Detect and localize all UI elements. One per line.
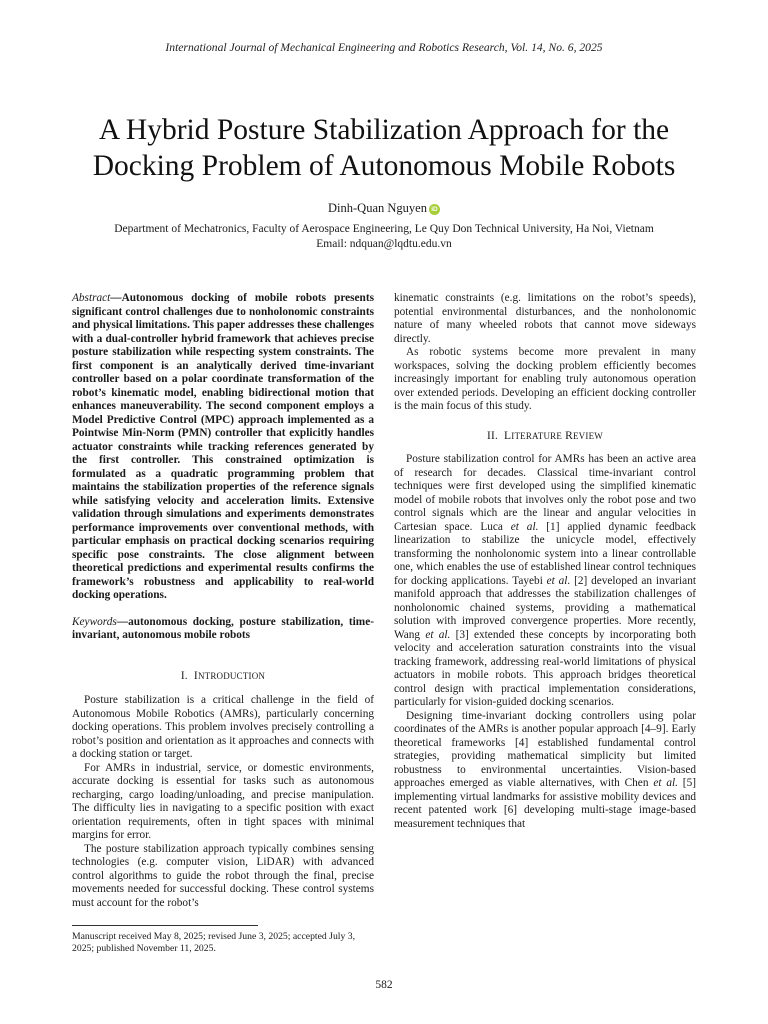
title-line-2: Docking Problem of Autonomous Mobile Robots bbox=[92, 150, 676, 182]
intro-paragraph-3-continued: kinematic constraints (e.g. limitations on the robot’s speeds), potential environmental disturbances, and the nonholonomic nature of many wheeled robots that cannot move sideways directly. bbox=[394, 292, 696, 345]
section-numeral: I. bbox=[180, 669, 188, 682]
journal-header: International Journal of Mechanical Engineering and Robotics Research, Vol. 14, No. 6, 2025 bbox=[165, 41, 603, 54]
et-al: et al. bbox=[425, 628, 451, 641]
page-number: 582 bbox=[375, 979, 393, 991]
section-title-rest: EVIEW bbox=[572, 430, 603, 441]
author bbox=[0, 201, 768, 216]
title-line-1: A Hybrid Posture Stabilization Approach for the bbox=[98, 114, 670, 146]
manuscript-footnote: Manuscript received May 8, 2025; revised June 3, 2025; accepted July 3, 2025; published November 11, 2025. bbox=[72, 931, 356, 954]
keywords-label: Keywords bbox=[72, 615, 117, 628]
et-al: et al. bbox=[546, 574, 571, 587]
abstract-dash: — bbox=[110, 292, 122, 304]
paper-title bbox=[40, 112, 728, 184]
section-title-initial: R bbox=[565, 429, 573, 442]
literature-paragraph-1 bbox=[394, 453, 696, 710]
affiliation-department: Department of Mechatronics, Faculty of Aerospace Engineering, Le Quy Don Technical University, Ha Noi, Vietnam bbox=[114, 223, 654, 235]
section-title-initial: I bbox=[193, 669, 198, 682]
text-run: [5] implementing virtual landmarks for assistive mobility devices and recent patented work [6] developing multi-stage image-based measurement techniques that bbox=[394, 777, 696, 830]
text-run: [2] developed an invariant manifold approach that addresses the stabilization challenges of nonholonomic chained systems, providing a mathematical solution with improved convergence properties. More recently, Wang bbox=[394, 574, 696, 641]
section-heading-introduction bbox=[72, 670, 374, 684]
text-run: [3] extended these concepts by incorporating both velocity and acceleration saturation constraints into the visual tracking framework, addressing real-world limitations of physical actuators in mobile robots. This approach bridges theoretical control design with practical implementation considerations, particularly for vision-guided docking scenarios. bbox=[394, 628, 696, 708]
orcid-icon[interactable]: iD bbox=[429, 204, 440, 215]
right-column bbox=[394, 292, 696, 831]
keywords bbox=[72, 616, 374, 643]
footnote-divider bbox=[72, 925, 258, 926]
section-heading-literature-review bbox=[394, 430, 696, 444]
keywords-text: autonomous docking, posture stabilization, time-invariant, autonomous mobile robots bbox=[72, 615, 374, 641]
intro-paragraph-4: As robotic systems become more prevalent in many workspaces, solving the docking problem efficiently becomes increasingly important for enabling truly autonomous operation over extended periods. Developing an efficient docking controller is the main focus of this study. bbox=[394, 346, 696, 412]
abstract-label: Abstract bbox=[72, 292, 111, 304]
intro-paragraph-1: Posture stabilization is a critical challenge in the field of Autonomous Mobile Robotics (AMRs), particularly concerning docking operations. This problem involves precisely controlling a robot’s position and orientation as it approaches and connects with a docking station or target. bbox=[72, 694, 374, 760]
abstract bbox=[72, 292, 374, 603]
keywords-dash: — bbox=[116, 615, 129, 628]
intro-paragraph-2: For AMRs in industrial, service, or domestic environments, accurate docking is essential for tasks such as autonomous recharging, cargo loading/unloading, and precise manipulation. The difficulty lies in navigating to a specific position with exact orientation requirements, often in tight spaces with minimal margins for error. bbox=[72, 761, 374, 841]
section-numeral: II. bbox=[487, 429, 498, 442]
affiliation-email: Email: ndquan@lqdtu.edu.vn bbox=[316, 238, 452, 250]
section-title-rest: ITERATURE bbox=[511, 430, 563, 441]
text-run: Posture stabilization control for AMRs has been an active area of research for decades. Classical time-invariant control techniques were first developed using the simplified kinematic model of mobile robots that involves only the robot pose and two control signals which are the linear and angular velocities in Cartesian space. Luca bbox=[394, 453, 696, 533]
author-name: Dinh-Quan Nguyen bbox=[328, 201, 427, 215]
text-run: [1] applied dynamic feedback linearization to stabilize the unicycle model, effectively transforming the nonholonomic system into a linear controllable one, which enables the use of established linear control techniques for docking applications. Tayebi bbox=[394, 520, 697, 587]
section-title-rest: NTRODUCTION bbox=[197, 670, 266, 681]
abstract-text: Autonomous docking of mobile robots presents significant control challenges due to nonholonomic constraints and physical limitations. This paper addresses these challenges with a dual-controller hybrid framework that achieves precise posture stabilization while respecting system constraints. The first component is an analytically derived time-invariant controller based on a polar coordinate transformation of the robot’s kinematic model, enabling bidirectional motion that enhances maneuverability. The second component employs a Model Predictive Control (MPC) approach implemented as a Pointwise Min-Norm (PMN) controller that explicitly handles actuator constraints while tracking references generated by the first controller. This constrained optimization is formulated as a quadratic programming problem that maintains the stabilization properties of the reference signals while satisfying velocity and acceleration limits. Extensive validation through simulations and experiments demonstrates performance improvements over conventional methods, with particular emphasis on practical docking scenarios requiring specific pose constraints. The close alignment between theoretical predictions and experimental results confirms the framework’s robustness and applicability to real-world docking operations. bbox=[72, 292, 374, 601]
affiliation bbox=[0, 222, 768, 252]
intro-paragraph-3: The posture stabilization approach typically combines sensing technologies (e.g. computer vision, LiDAR) with advanced control algorithms to guide the robot through the final, precise movements needed for successful docking. These control systems must account for the robot’s bbox=[72, 842, 374, 909]
et-al: et al. bbox=[653, 777, 678, 789]
section-title-initial: L bbox=[504, 429, 512, 442]
text-run: Designing time-invariant docking controllers using polar coordinates of the AMRs is another popular approach [4–9]. Early theoretical frameworks [4] established fundamental control strategies, providing mathematical simplicity but limited robustness to environmental uncertainties. Vision-based approaches emerged as viable alternatives, with Chen bbox=[394, 709, 696, 789]
literature-paragraph-2 bbox=[394, 710, 696, 832]
left-column bbox=[72, 292, 374, 910]
et-al: et al. bbox=[510, 520, 539, 533]
